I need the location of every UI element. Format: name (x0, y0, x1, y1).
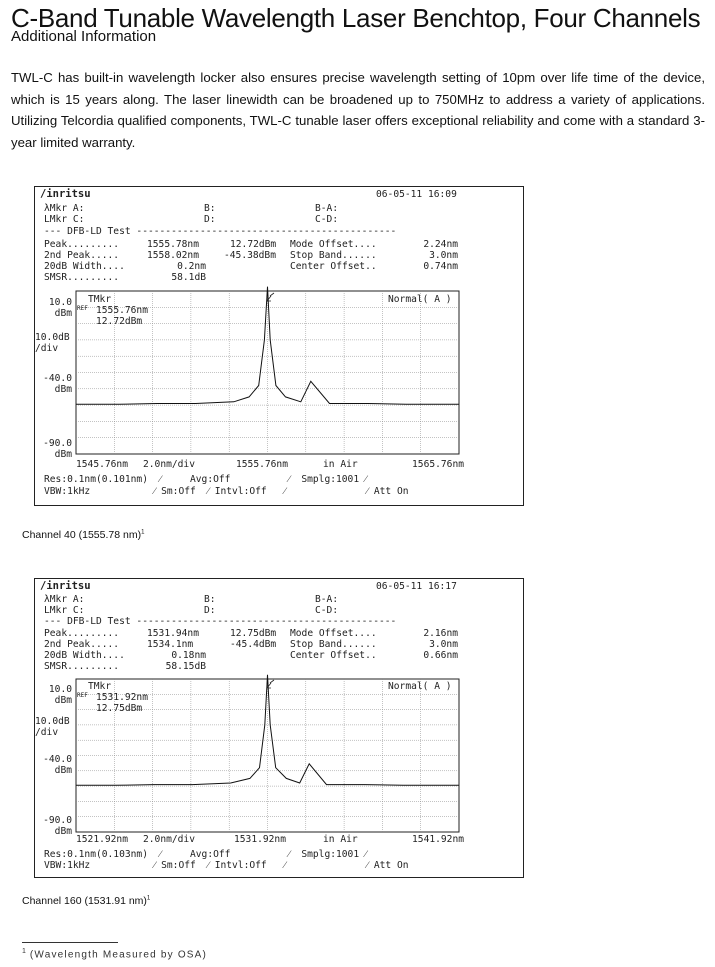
brand-logo: /inritsu (40, 580, 91, 592)
y-bot-unit: dBm (54, 449, 72, 460)
y-bot-unit: dBm (54, 826, 72, 837)
mkr-c: LMkr C: (44, 214, 85, 225)
x-center-label: 1555.76nm (236, 459, 288, 470)
peak-power: 12.75dBm (230, 628, 277, 639)
x-div-label: 2.0nm/div (143, 459, 195, 470)
stop-band-label: Stop Band...... (290, 250, 377, 261)
scale-label: 10.0dB (35, 332, 70, 343)
tmkr-label: TMkr (88, 681, 112, 692)
smsr-label: SMSR......... (44, 661, 120, 672)
smsr-label: SMSR......... (44, 272, 120, 283)
peak-label: Peak......... (44, 628, 120, 639)
peak-wavelength: 1555.78nm (147, 239, 199, 250)
second-peak-power: -45.38dBm (224, 250, 276, 261)
tmkr-label: TMkr (88, 294, 112, 305)
y-mid-label: -40.0 (43, 754, 72, 765)
smsr-value: 58.1dB (171, 272, 206, 283)
screen-datetime: 06-05-11 16:17 (376, 581, 457, 592)
x-center-label: 1531.92nm (234, 834, 286, 845)
figure-channel-40 (34, 186, 524, 506)
tmkr-power: 12.72dBm (96, 316, 143, 327)
mkr-d: D: (204, 214, 216, 225)
scale-unit: /div (35, 727, 59, 738)
width-value: 0.2nm (177, 261, 206, 272)
peak-power: 12.72dBm (230, 239, 277, 250)
second-peak-power: -45.4dBm (230, 639, 277, 650)
tmkr-wavelength: 1531.92nm (96, 692, 148, 703)
intro-paragraph: TWL-C has built-in wavelength locker also ensures precise wavelength setting of 10pm over life time of the device, which is 15 years along. The laser linewidth can be broadened up to 750MHz to address a variety of applications. Utilizing Telcordia qualified components, TWL-C tunable laser offers exceptional reliability and come with a standard 3-year limited warranty. (11, 70, 705, 150)
mkr-cd: C-D: (315, 605, 339, 616)
center-offset-value: 0.74nm (423, 261, 458, 272)
x-left-label: 1521.92nm (76, 834, 128, 845)
mode-label: Normal( A ) (388, 294, 452, 305)
y-mid-unit: dBm (54, 384, 72, 395)
mode-offset-value: 2.24nm (423, 239, 458, 250)
peak-label: Peak......... (44, 239, 120, 250)
status-line-2: VBW:1kHz ⁄ Sm:Off ⁄ Intvl:Off ⁄ ⁄ Att On (44, 486, 409, 497)
mkr-ba: B-A: (315, 203, 339, 214)
mkr-b: B: (204, 594, 216, 605)
tmkr-power: 12.75dBm (96, 703, 143, 714)
mkr-cd: C-D: (315, 214, 339, 225)
y-top-unit: dBm (54, 695, 72, 706)
second-peak-label: 2nd Peak..... (44, 250, 120, 261)
x-div-label: 2.0nm/div (143, 834, 195, 845)
screen-datetime: 06-05-11 16:09 (376, 189, 457, 200)
stop-band-label: Stop Band...... (290, 639, 377, 650)
mkr-c: LMkr C: (44, 605, 85, 616)
figure-channel-160 (34, 578, 524, 878)
brand-logo: /inritsu (40, 188, 91, 200)
second-peak-label: 2nd Peak..... (44, 639, 120, 650)
status-line-2: VBW:1kHz ⁄ Sm:Off ⁄ Intvl:Off ⁄ ⁄ Att On (44, 860, 409, 871)
x-right-label: 1565.76nm (412, 459, 464, 470)
y-bot-label: -90.0 (43, 438, 72, 449)
caption-channel-160: Channel 160 (1531.91 nm)$^1$ (22, 895, 151, 907)
test-header: --- DFB-LD Test --------------------------------------------- (44, 616, 397, 627)
page-title: C-Band Tunable Wavelength Laser Benchtop, Four Channels (11, 3, 701, 33)
tmkr-wavelength: 1555.76nm (96, 305, 148, 316)
mkr-ba: B-A: (315, 594, 339, 605)
status-line-1: Res:0.1nm(0.101nm) ⁄ Avg:Off ⁄ Smplg:1001 ⁄ (44, 474, 367, 485)
second-peak-wavelength: 1558.02nm (147, 250, 199, 261)
mode-offset-label: Mode Offset.... (290, 239, 377, 250)
second-peak-wavelength: 1534.1nm (147, 639, 194, 650)
peak-wavelength: 1531.94nm (147, 628, 199, 639)
mode-offset-value: 2.16nm (423, 628, 458, 639)
footnote: $^1$ (Wavelength Measured by OSA) (22, 948, 208, 961)
y-mid-unit: dBm (54, 765, 72, 776)
footnote-divider (22, 942, 118, 943)
scale-label: 10.0dB (35, 716, 70, 727)
center-offset-label: Center Offset.. (290, 650, 377, 661)
scale-unit: /div (35, 343, 59, 354)
status-line-1: Res:0.1nm(0.103nm) ⁄ Avg:Off ⁄ Smplg:1001 ⁄ (44, 849, 367, 860)
medium-label: in Air (323, 834, 358, 845)
mkr-a: λMkr A: (44, 203, 85, 214)
medium-label: in Air (323, 459, 358, 470)
width-value: 0.18nm (171, 650, 206, 661)
page-subtitle: Additional Information (11, 28, 157, 45)
mkr-a: λMkr A: (44, 594, 85, 605)
width-label: 20dB Width.... (44, 261, 125, 272)
stop-band-value: 3.0nm (429, 250, 458, 261)
ref-label: REF (77, 692, 88, 699)
mkr-d: D: (204, 605, 216, 616)
width-label: 20dB Width.... (44, 650, 125, 661)
center-offset-label: Center Offset.. (290, 261, 377, 272)
mode-offset-label: Mode Offset.... (290, 628, 377, 639)
y-mid-label: -40.0 (43, 373, 72, 384)
center-offset-value: 0.66nm (423, 650, 458, 661)
ref-label: REF (77, 305, 88, 312)
mode-label: Normal( A ) (388, 681, 452, 692)
mkr-b: B: (204, 203, 216, 214)
y-top-unit: dBm (54, 308, 72, 319)
y-top-label: 10.0 (48, 297, 72, 308)
stop-band-value: 3.0nm (429, 639, 458, 650)
caption-channel-40: Channel 40 (1555.78 nm)$^1$ (22, 529, 145, 541)
smsr-value: 58.15dB (165, 661, 206, 672)
y-top-label: 10.0 (48, 684, 72, 695)
x-right-label: 1541.92nm (412, 834, 464, 845)
y-bot-label: -90.0 (43, 815, 72, 826)
x-left-label: 1545.76nm (76, 459, 128, 470)
test-header: --- DFB-LD Test --------------------------------------------- (44, 226, 397, 237)
